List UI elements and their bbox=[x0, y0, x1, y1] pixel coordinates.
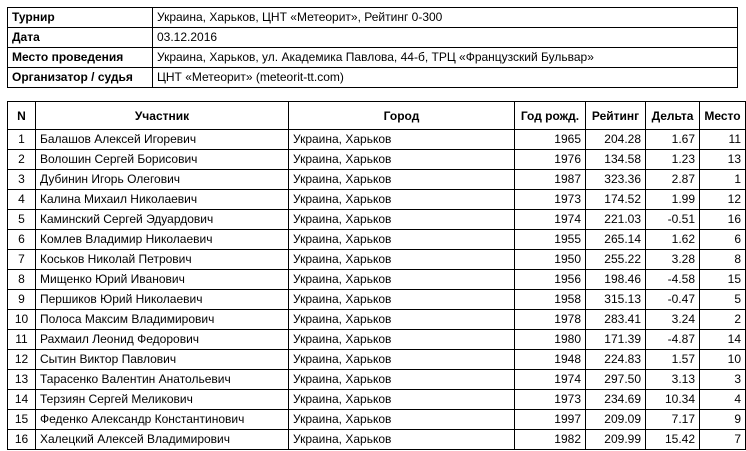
header-city: Город bbox=[289, 102, 515, 130]
cell-place: 11 bbox=[700, 130, 746, 150]
cell-delta: 15.42 bbox=[646, 430, 700, 450]
cell-delta: -0.51 bbox=[646, 210, 700, 230]
cell-rating: 134.58 bbox=[586, 150, 646, 170]
cell-city: Украина, Харьков bbox=[289, 310, 515, 330]
cell-place: 2 bbox=[700, 310, 746, 330]
cell-participant: Балашов Алексей Игоревич bbox=[36, 130, 289, 150]
cell-participant: Волошин Сергей Борисович bbox=[36, 150, 289, 170]
cell-birth-year: 1973 bbox=[515, 390, 586, 410]
cell-n: 12 bbox=[8, 350, 36, 370]
cell-rating: 297.50 bbox=[586, 370, 646, 390]
cell-n: 3 bbox=[8, 170, 36, 190]
cell-n: 4 bbox=[8, 190, 36, 210]
cell-n: 5 bbox=[8, 210, 36, 230]
tournament-info-table bbox=[7, 7, 738, 88]
cell-city: Украина, Харьков bbox=[289, 410, 515, 430]
cell-delta: 7.17 bbox=[646, 410, 700, 430]
table-row bbox=[8, 230, 746, 250]
cell-rating: 234.69 bbox=[586, 390, 646, 410]
cell-participant: Першиков Юрий Николаевич bbox=[36, 290, 289, 310]
cell-n: 11 bbox=[8, 330, 36, 350]
date-label: Дата bbox=[8, 28, 153, 48]
table-row bbox=[8, 210, 746, 230]
cell-participant: Комлев Владимир Николаевич bbox=[36, 230, 289, 250]
cell-participant: Калина Михаил Николаевич bbox=[36, 190, 289, 210]
cell-city: Украина, Харьков bbox=[289, 390, 515, 410]
cell-delta: 3.24 bbox=[646, 310, 700, 330]
header-birth-year: Год рожд. bbox=[515, 102, 586, 130]
cell-delta: 3.13 bbox=[646, 370, 700, 390]
cell-city: Украина, Харьков bbox=[289, 330, 515, 350]
cell-delta: 1.62 bbox=[646, 230, 700, 250]
tournament-value: Украина, Харьков, ЦНТ «Метеорит», Рейтинг 0-300 bbox=[153, 8, 738, 28]
cell-place: 16 bbox=[700, 210, 746, 230]
cell-delta: 1.23 bbox=[646, 150, 700, 170]
info-row-tournament bbox=[8, 8, 738, 28]
table-row bbox=[8, 350, 746, 370]
cell-place: 3 bbox=[700, 370, 746, 390]
cell-birth-year: 1958 bbox=[515, 290, 586, 310]
cell-place: 12 bbox=[700, 190, 746, 210]
cell-delta: -4.58 bbox=[646, 270, 700, 290]
results-body bbox=[8, 130, 746, 450]
cell-participant: Дубинин Игорь Олегович bbox=[36, 170, 289, 190]
table-row bbox=[8, 330, 746, 350]
cell-participant: Коськов Николай Петрович bbox=[36, 250, 289, 270]
cell-birth-year: 1973 bbox=[515, 190, 586, 210]
cell-n: 14 bbox=[8, 390, 36, 410]
cell-delta: 2.87 bbox=[646, 170, 700, 190]
cell-n: 13 bbox=[8, 370, 36, 390]
cell-rating: 265.14 bbox=[586, 230, 646, 250]
cell-participant: Сытин Виктор Павлович bbox=[36, 350, 289, 370]
cell-city: Украина, Харьков bbox=[289, 290, 515, 310]
cell-place: 5 bbox=[700, 290, 746, 310]
organizer-value: ЦНТ «Метеорит» (meteorit-tt.com) bbox=[153, 68, 738, 88]
cell-delta: 1.57 bbox=[646, 350, 700, 370]
cell-participant: Каминский Сергей Эдуардович bbox=[36, 210, 289, 230]
cell-rating: 204.28 bbox=[586, 130, 646, 150]
cell-participant: Полоса Максим Владимирович bbox=[36, 310, 289, 330]
cell-delta: 1.99 bbox=[646, 190, 700, 210]
info-row-date bbox=[8, 28, 738, 48]
info-row-venue bbox=[8, 48, 738, 68]
cell-participant: Рахмаил Леонид Федорович bbox=[36, 330, 289, 350]
cell-rating: 209.09 bbox=[586, 410, 646, 430]
table-row bbox=[8, 170, 746, 190]
cell-delta: -4.87 bbox=[646, 330, 700, 350]
cell-rating: 283.41 bbox=[586, 310, 646, 330]
cell-place: 9 bbox=[700, 410, 746, 430]
cell-birth-year: 1976 bbox=[515, 150, 586, 170]
organizer-label: Организатор / судья bbox=[8, 68, 153, 88]
cell-n: 15 bbox=[8, 410, 36, 430]
venue-label: Место проведения bbox=[8, 48, 153, 68]
cell-rating: 174.52 bbox=[586, 190, 646, 210]
header-participant: Участник bbox=[36, 102, 289, 130]
header-n: N bbox=[8, 102, 36, 130]
cell-city: Украина, Харьков bbox=[289, 250, 515, 270]
cell-participant: Халецкий Алексей Владимирович bbox=[36, 430, 289, 450]
cell-participant: Терзиян Сергей Меликович bbox=[36, 390, 289, 410]
cell-delta: 1.67 bbox=[646, 130, 700, 150]
table-row bbox=[8, 190, 746, 210]
cell-place: 10 bbox=[700, 350, 746, 370]
cell-delta: 3.28 bbox=[646, 250, 700, 270]
cell-place: 15 bbox=[700, 270, 746, 290]
cell-rating: 221.03 bbox=[586, 210, 646, 230]
header-delta: Дельта bbox=[646, 102, 700, 130]
header-rating: Рейтинг bbox=[586, 102, 646, 130]
tournament-label: Турнир bbox=[8, 8, 153, 28]
cell-city: Украина, Харьков bbox=[289, 370, 515, 390]
cell-participant: Тарасенко Валентин Анатольевич bbox=[36, 370, 289, 390]
cell-n: 16 bbox=[8, 430, 36, 450]
cell-birth-year: 1980 bbox=[515, 330, 586, 350]
cell-city: Украина, Харьков bbox=[289, 210, 515, 230]
cell-place: 4 bbox=[700, 390, 746, 410]
cell-birth-year: 1974 bbox=[515, 370, 586, 390]
results-table bbox=[7, 101, 746, 450]
cell-place: 7 bbox=[700, 430, 746, 450]
table-row bbox=[8, 410, 746, 430]
table-row bbox=[8, 270, 746, 290]
table-row bbox=[8, 310, 746, 330]
date-value: 03.12.2016 bbox=[153, 28, 738, 48]
cell-n: 2 bbox=[8, 150, 36, 170]
cell-birth-year: 1948 bbox=[515, 350, 586, 370]
table-row bbox=[8, 370, 746, 390]
cell-n: 7 bbox=[8, 250, 36, 270]
cell-n: 1 bbox=[8, 130, 36, 150]
cell-birth-year: 1974 bbox=[515, 210, 586, 230]
cell-rating: 171.39 bbox=[586, 330, 646, 350]
cell-birth-year: 1987 bbox=[515, 170, 586, 190]
table-row bbox=[8, 390, 746, 410]
cell-rating: 315.13 bbox=[586, 290, 646, 310]
cell-place: 14 bbox=[700, 330, 746, 350]
cell-rating: 209.99 bbox=[586, 430, 646, 450]
cell-birth-year: 1997 bbox=[515, 410, 586, 430]
cell-n: 9 bbox=[8, 290, 36, 310]
cell-city: Украина, Харьков bbox=[289, 270, 515, 290]
cell-delta: 10.34 bbox=[646, 390, 700, 410]
table-row bbox=[8, 250, 746, 270]
cell-place: 13 bbox=[700, 150, 746, 170]
cell-n: 6 bbox=[8, 230, 36, 250]
cell-birth-year: 1956 bbox=[515, 270, 586, 290]
cell-city: Украина, Харьков bbox=[289, 170, 515, 190]
cell-place: 1 bbox=[700, 170, 746, 190]
table-row bbox=[8, 430, 746, 450]
cell-city: Украина, Харьков bbox=[289, 430, 515, 450]
cell-n: 10 bbox=[8, 310, 36, 330]
cell-city: Украина, Харьков bbox=[289, 350, 515, 370]
cell-rating: 255.22 bbox=[586, 250, 646, 270]
table-row bbox=[8, 150, 746, 170]
venue-value: Украина, Харьков, ул. Академика Павлова, 44-б, ТРЦ «Французский Бульвар» bbox=[153, 48, 738, 68]
cell-place: 6 bbox=[700, 230, 746, 250]
cell-birth-year: 1950 bbox=[515, 250, 586, 270]
table-row bbox=[8, 290, 746, 310]
table-row bbox=[8, 130, 746, 150]
cell-birth-year: 1978 bbox=[515, 310, 586, 330]
cell-city: Украина, Харьков bbox=[289, 150, 515, 170]
cell-city: Украина, Харьков bbox=[289, 130, 515, 150]
cell-birth-year: 1965 bbox=[515, 130, 586, 150]
cell-birth-year: 1982 bbox=[515, 430, 586, 450]
cell-n: 8 bbox=[8, 270, 36, 290]
cell-city: Украина, Харьков bbox=[289, 190, 515, 210]
cell-city: Украина, Харьков bbox=[289, 230, 515, 250]
results-header-row bbox=[8, 102, 746, 130]
cell-rating: 224.83 bbox=[586, 350, 646, 370]
cell-place: 8 bbox=[700, 250, 746, 270]
cell-rating: 323.36 bbox=[586, 170, 646, 190]
cell-rating: 198.46 bbox=[586, 270, 646, 290]
cell-participant: Мищенко Юрий Иванович bbox=[36, 270, 289, 290]
header-place: Место bbox=[700, 102, 746, 130]
info-row-organizer bbox=[8, 68, 738, 88]
cell-participant: Феденко Александр Константинович bbox=[36, 410, 289, 430]
cell-birth-year: 1955 bbox=[515, 230, 586, 250]
cell-delta: -0.47 bbox=[646, 290, 700, 310]
